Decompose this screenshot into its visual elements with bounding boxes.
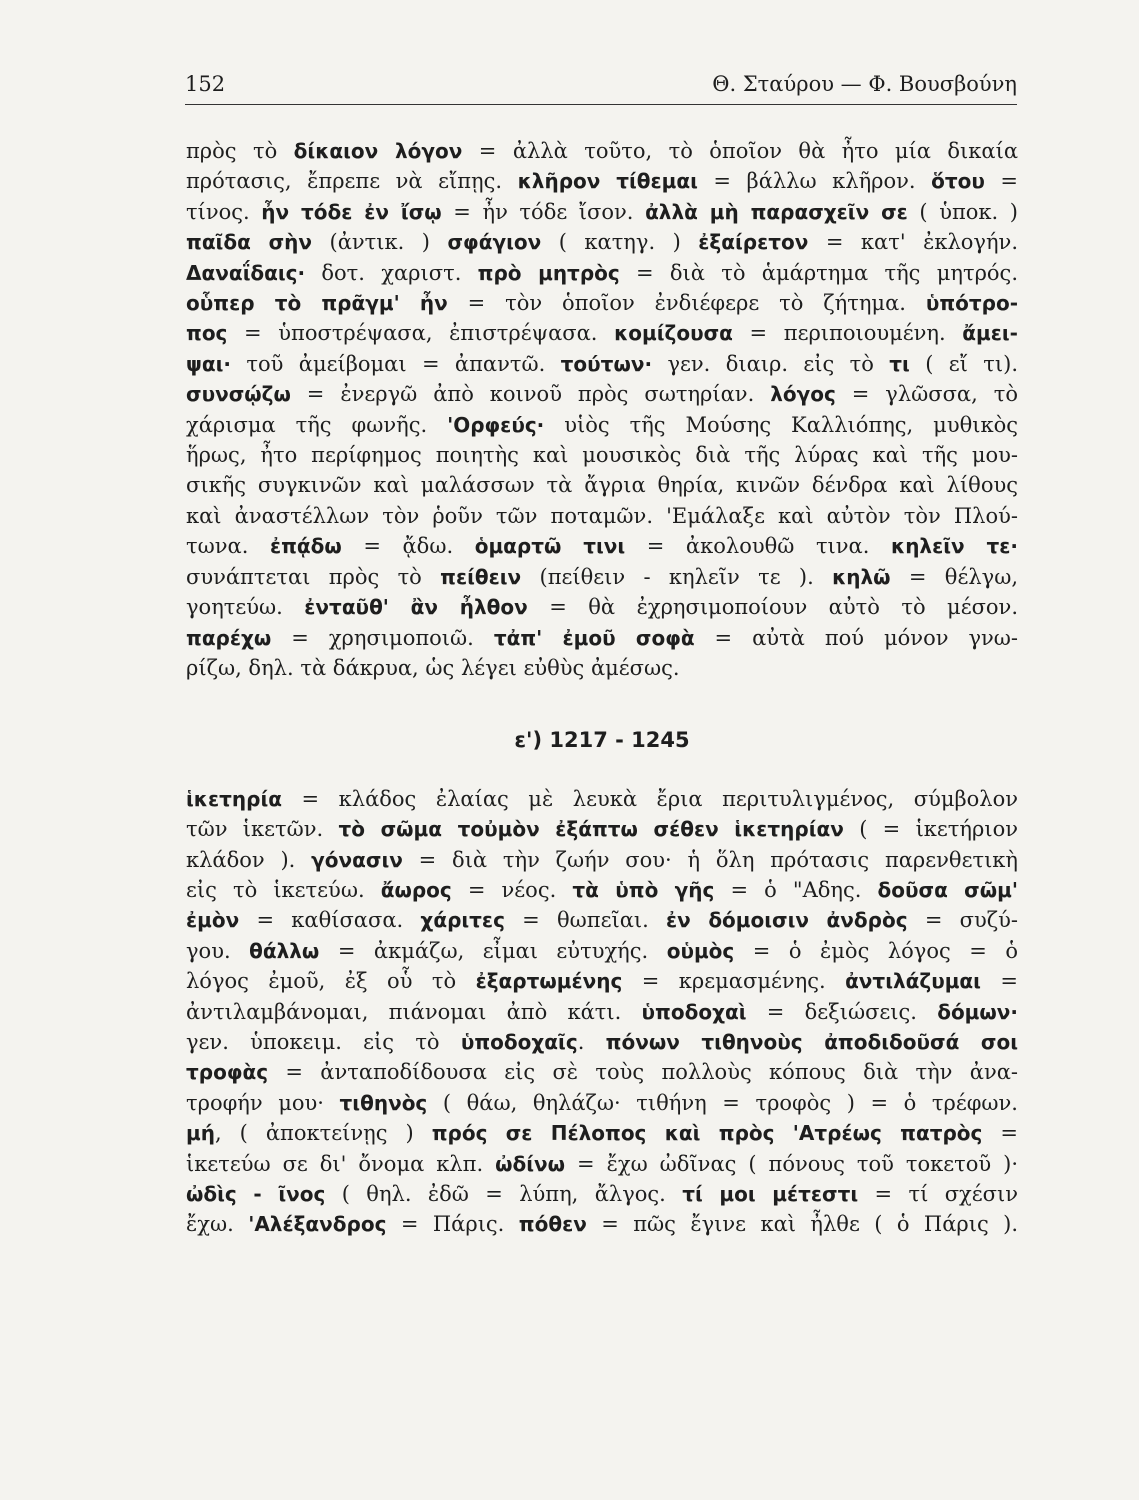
text-run: δοτ. χαριστ. (305, 260, 478, 285)
lemma: κηλῶ (832, 564, 891, 589)
lemma: ἄμει- (962, 321, 1018, 346)
text-run: = ἐνεργῶ ἀπὸ κοινοῦ πρὸς σωτηρίαν. (290, 382, 771, 407)
lemma: ἀλλὰ μὴ παρασχεῖν σε (645, 199, 908, 224)
text-run: σικῆς συγκινῶν καὶ μαλάσσων τὰ ἄγρια θηρία, κινῶν δένδρα καὶ λίθους (186, 473, 1018, 498)
text-run: = (982, 1121, 1018, 1146)
text-run: ρίζω, δηλ. τὰ δάκρυα, ὡς λέγει εὐθὺς ἀμέσως. (186, 655, 680, 680)
lemma: ἐξαίρετον (698, 230, 809, 255)
text-run: = γλῶσσα, τὸ (835, 382, 1018, 407)
text-line (186, 1027, 1018, 1057)
lemma: τι (889, 351, 910, 376)
lemma: ὠδὶς - ῖνος (186, 1182, 326, 1206)
text-line (186, 379, 1018, 409)
lemma: κλῆρον τίθεμαι (517, 169, 698, 194)
text-run: = θωπεῖαι. (504, 908, 667, 933)
text-run: ἀντιλαμβάνομαι, πιάνομαι ἀπὸ κάτι. (186, 999, 642, 1024)
text-run: ἔχω. (186, 1212, 249, 1237)
text-run: = Πάρις. (386, 1212, 519, 1237)
lemma: μή (186, 1121, 215, 1146)
text-run: πρότασις, ἔπρεπε νὰ εἴπῃς. (186, 169, 518, 194)
text-run: = βάλλω κλῆρον. (697, 169, 932, 194)
text-run: ( κατηγ. ) (541, 230, 699, 255)
text-run: πρὸς τὸ (186, 139, 294, 163)
lemma: ἐξαρτωμένης (475, 969, 623, 994)
page-header (185, 70, 1017, 105)
text-run: γοητεύω. (186, 595, 305, 620)
text-run: εἰς τὸ ἱκετεύω. (186, 877, 381, 902)
text-run: γου. (186, 938, 250, 963)
lemma: γόνασιν (311, 847, 403, 872)
text-run: = ᾄδω. (341, 534, 475, 559)
text-run: = περιποιουμένη. (732, 321, 963, 346)
lemma: ὑπότρο- (925, 291, 1019, 316)
text-line (186, 1057, 1018, 1087)
text-run: = ἔχω ὠδῖνας ( πόνους τοῦ τοκετοῦ )· (565, 1151, 1018, 1176)
lemma: δόμων· (937, 999, 1019, 1024)
text-run: = τὸν ὁποῖον ἐνδιέφερε τὸ ζήτημα. (447, 291, 926, 316)
text-line (186, 784, 1018, 814)
text-line (186, 440, 1018, 470)
lemma: ἐνταῦθ' ἂν ἦλθον (304, 595, 528, 620)
lemma: τιθηνὸς (339, 1090, 428, 1115)
lemma: παῖδα σὴν (186, 230, 313, 255)
text-run: ( θάω, θηλάζω· τιθήνη = τροφὸς ) = ὁ τρέφων. (427, 1090, 1018, 1115)
text-run: ἱκετεύω σε δι' ὄνομα κλπ. (186, 1151, 496, 1176)
text-run: = κλάδος ἐλαίας μὲ λευκὰ ἔρια περιτυλιγμένος, σύμβολον (282, 786, 1018, 811)
lemma: πρός σε Πέλοπος καὶ πρὸς 'Ατρέως πατρὸς (431, 1121, 983, 1146)
text-run: χάρισμα τῆς φωνῆς. (186, 412, 448, 437)
text-run: = ἀκμάζω, εἶμαι εὐτυχής. (319, 938, 667, 963)
page-number: 152 (185, 72, 226, 96)
text-run: = ἀλλὰ τοῦτο, τὸ ὁποῖον θὰ ἦτο μία δικαία (462, 139, 1019, 163)
text-run: = διὰ τὴν ζωήν σου· ἡ ὅλη πρότασις παρενθετικὴ (402, 847, 1019, 872)
text-line (186, 875, 1018, 905)
lemma: συνσῴζω (186, 382, 291, 407)
text-line (186, 1209, 1018, 1239)
lemma: τὰ ὑπὸ γῆς (572, 877, 715, 902)
text-line (186, 845, 1018, 875)
text-run: = ὑποστρέψασα, ἐπιστρέψασα. (227, 321, 615, 346)
text-line (186, 197, 1018, 227)
lemma: ὑποδοχαῖς (460, 1029, 578, 1054)
lemma: σφάγιον (447, 230, 542, 255)
text-run: = νέος. (451, 877, 573, 902)
lemma: πος (186, 321, 228, 346)
text-line (186, 814, 1018, 844)
lemma: Δαναΐδαις· (186, 260, 306, 285)
text-line (186, 997, 1018, 1027)
text-line (186, 349, 1018, 379)
text-run: = πῶς ἔγινε καὶ ἦλθε ( ὁ Πάρις ). (586, 1212, 1018, 1237)
text-run: = διὰ τὸ ἁμάρτημα τῆς μητρός. (619, 260, 1018, 285)
text-line (186, 936, 1018, 966)
text-run: = (980, 969, 1018, 994)
text-run: = χρησιμοποιῶ. (271, 625, 494, 650)
text-run: τίνος. (186, 199, 262, 224)
lemma: πόνων τιθηνοὺς ἀποδιδοῦσά σοι (605, 1029, 1018, 1054)
text-run: = συζύ- (907, 908, 1018, 933)
text-run: = ὁ "Αδης. (714, 877, 878, 902)
text-run: τοῦ ἀμείβομαι = ἀπαντῶ. (231, 351, 561, 376)
lemma: ἐν δόμοισιν ἀνδρὸς (666, 908, 908, 933)
text-run: = τί σχέσιν (858, 1182, 1018, 1206)
text-line (186, 501, 1018, 531)
text-run: τροφήν μου· (186, 1090, 340, 1115)
text-run: (ἀντικ. ) (312, 230, 448, 255)
text-run: = ἀκολουθῶ τινα. (625, 534, 891, 559)
lemma: πείθειν (440, 564, 522, 589)
text-run: = ἦν τόδε ἴσον. (441, 199, 646, 224)
text-run: ( = ἱκετήριον (843, 817, 1018, 842)
lemma: οὑμὸς (666, 938, 735, 963)
lemma: ἐπᾴδω (269, 534, 342, 559)
text-line (186, 410, 1018, 440)
lemma: τούτων· (560, 351, 653, 376)
text-line (186, 318, 1018, 348)
lemma: πρὸ μητρὸς (477, 260, 620, 285)
text-line (186, 653, 1018, 683)
lemma: ὑποδοχαὶ (641, 999, 747, 1024)
text-line (186, 905, 1018, 935)
text-run: γεν. ὑποκειμ. εἰς τὸ (186, 1029, 461, 1054)
lemma: τὸ σῶμα τοὐμὸν ἐξάπτω σέθεν ἱκετηρίαν (338, 817, 844, 842)
text-run: . (577, 1029, 606, 1054)
text-run: = θὰ ἐχρησιμοποίουν αὐτὸ τὸ μέσον. (527, 595, 1018, 620)
text-run: κλάδον ). (186, 847, 312, 872)
text-line (186, 258, 1018, 288)
lemma: κομίζουσα (614, 321, 733, 346)
running-title: Θ. Σταύρου — Φ. Βουσβούνη (712, 72, 1017, 96)
lemma: 'Ορφεύς· (447, 412, 545, 437)
text-run: = (984, 169, 1019, 194)
lemma: τἀπ' ἐμοῦ σοφὰ (493, 625, 695, 650)
text-line (186, 166, 1018, 196)
text-run: (πείθειν - κηλεῖν τε ). (521, 564, 833, 589)
text-run: ( εἴ τι). (909, 351, 1019, 376)
text-run: = κρεμασμένης. (622, 969, 846, 994)
lemma: λόγος (770, 382, 836, 407)
lemma: ἄωρος (380, 877, 452, 902)
text-run: γεν. διαιρ. εἰς τὸ (652, 351, 890, 376)
lemma: ἦν τόδε ἐν ἴσῳ (261, 199, 442, 224)
text-run: καὶ ἀναστέλλων τὸν ῥοῦν τῶν ποταμῶν. 'Εμάλαξε καὶ αὐτὸν τὸν Πλού- (186, 503, 1018, 528)
text-run: ( ὑποκ. ) (907, 199, 1018, 224)
text-run: υἱὸς τῆς Μούσης Καλλιόπης, μυθικὸς (544, 412, 1019, 437)
lemma: θάλλω (249, 938, 320, 963)
lemma: τροφὰς (186, 1060, 269, 1085)
lemma: ὁμαρτῶ τινι (474, 534, 626, 559)
lemma: δοῦσα σῶμ' (877, 877, 1018, 902)
text-run: συνάπτεται πρὸς τὸ (186, 564, 441, 589)
lemma: ἐμὸν (186, 908, 240, 933)
lemma: ψαι· (186, 351, 232, 376)
lemma: 'Αλέξανδρος (248, 1212, 387, 1237)
text-run: = καθίσασα. (239, 908, 421, 933)
text-run: τωνα. (186, 534, 270, 559)
text-run: = ἀνταποδίδουσα εἰς σὲ τοὺς πολλοὺς κόπους διὰ τὴν ἀνα- (268, 1060, 1018, 1085)
text-run: ἥρως, ἦτο περίφημος ποιητὴς καὶ μουσικὸς διὰ τῆς λύρας καὶ τῆς μου- (186, 443, 1018, 468)
page-body (186, 136, 1018, 1240)
lemma: ἱκετηρία (186, 786, 282, 811)
text-line (186, 1088, 1018, 1118)
text-run: ( θηλ. ἐδῶ = λύπη, ἄλγος. (325, 1182, 683, 1206)
text-line (186, 623, 1018, 653)
text-run: = κατ' ἐκλογήν. (808, 230, 1018, 255)
text-line (186, 1118, 1018, 1148)
lemma: ὠδίνω (495, 1151, 566, 1176)
text-line (186, 531, 1018, 561)
lemma: οὗπερ τὸ πρᾶγμ' ἦν (186, 291, 448, 316)
text-run: = ὁ ἐμὸς λόγος = ὁ (734, 938, 1018, 963)
text-line (186, 470, 1018, 500)
lemma: δίκαιον λόγον (293, 139, 463, 163)
lemma: παρέχω (186, 625, 272, 650)
section-heading: ε') 1217 - 1245 (514, 728, 690, 753)
text-run: = θέλγω, (890, 564, 1018, 589)
lemma: ἀντιλάζυμαι (845, 969, 981, 994)
text-line (186, 966, 1018, 996)
lemma: τί μοι μέτεστι (682, 1182, 859, 1206)
text-line (186, 136, 1018, 166)
lemma: κηλεῖν τε· (890, 534, 1018, 559)
text-run: , ( ἀποκτείνῃς ) (214, 1121, 432, 1146)
text-line (186, 288, 1018, 318)
lemma: χάριτες (420, 908, 505, 933)
text-run: τῶν ἱκετῶν. (186, 817, 339, 842)
text-line (186, 227, 1018, 257)
text-run: = αὐτὰ πού μόνον γνω- (694, 625, 1018, 650)
text-line (186, 592, 1018, 622)
text-line (186, 562, 1018, 592)
lemma: πόθεν (518, 1212, 587, 1237)
text-line (186, 1149, 1018, 1179)
text-line (186, 1179, 1018, 1209)
text-run: = δεξιώσεις. (746, 999, 938, 1024)
text-run: λόγος ἐμοῦ, ἐξ οὗ τὸ (186, 969, 476, 994)
lemma: ὅτου (931, 169, 985, 194)
